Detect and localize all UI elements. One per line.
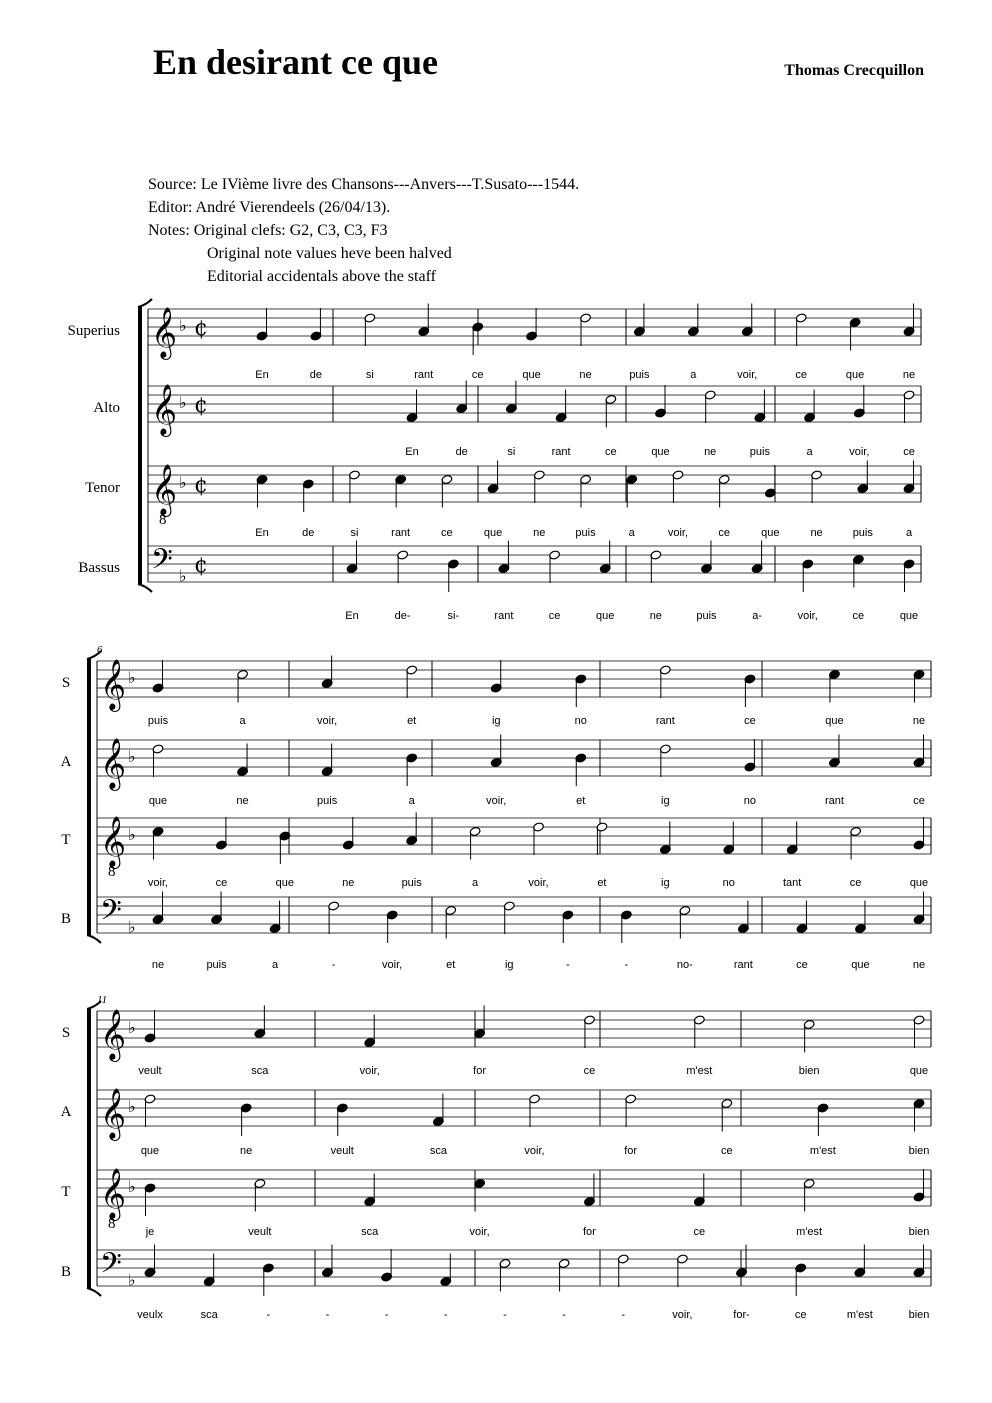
treble-clef-icon: 𝄞 [151, 307, 178, 358]
lyric-syllable: rant [391, 527, 411, 539]
lyric-syllable: - [562, 1309, 566, 1321]
staff-4 [61, 892, 931, 972]
staff-2 [61, 735, 931, 808]
lyric-syllable: ig [491, 715, 501, 727]
lyric-syllable: que [483, 527, 503, 539]
lyric-syllable: no [574, 715, 587, 727]
treble-clef-icon: 𝄞 [151, 464, 178, 515]
lyric-syllable: rant [414, 369, 434, 381]
lyric-syllable: a [408, 795, 415, 807]
lyric-syllable: que [845, 369, 865, 381]
flat-icon: ♭ [128, 1177, 136, 1196]
lyric-syllable: que [275, 877, 295, 889]
editor-line: Editor: André Vierendeels (26/04/13). [148, 199, 391, 216]
lyric-syllable: no [743, 795, 757, 807]
lyric-syllable: a [272, 959, 279, 971]
system-bracket [87, 659, 91, 935]
lyric-syllable: ne [151, 959, 165, 971]
lyric-syllable: a [239, 715, 246, 727]
flat-icon: ♭ [179, 473, 187, 492]
bracket-hook-bottom [87, 935, 101, 943]
piece-title: En desirant ce que [153, 42, 439, 82]
lyric-syllable: for- [733, 1309, 750, 1321]
system-bracket [138, 307, 142, 584]
lyric-syllable: voir, [672, 1309, 693, 1321]
lyric-syllable: m'est [686, 1065, 713, 1077]
staff-3 [61, 813, 931, 890]
lyric-syllable: sca [200, 1309, 218, 1321]
lyric-syllable: que [140, 1145, 160, 1157]
notes-line-3: Editorial accidentals above the staff [207, 268, 436, 285]
lyric-syllable: bien [908, 1309, 930, 1321]
lyric-syllable: a [690, 369, 697, 381]
lyric-syllable: rant [551, 446, 571, 458]
lyric-syllable: ce [583, 1065, 596, 1077]
lyric-syllable: ne [704, 446, 717, 458]
lyric-syllable: bien [908, 1145, 930, 1157]
lyric-syllable: m'est [846, 1309, 873, 1321]
lyric-syllable: veult [330, 1145, 354, 1157]
lyric-syllable: ne [240, 1145, 253, 1157]
cut-time-icon: ¢ [194, 473, 208, 498]
lyric-syllable: voir, [737, 369, 758, 381]
lyric-syllable: voir, [469, 1226, 490, 1238]
lyric-syllable: no [722, 877, 735, 889]
lyric-syllable: de [309, 369, 323, 381]
bracket-hook-top [138, 299, 152, 307]
lyric-syllable: que [851, 959, 870, 971]
lyric-syllable: ce [441, 527, 453, 539]
lyric-syllable: ce [604, 446, 617, 458]
lyric-syllable: - [624, 959, 629, 971]
lyric-syllable: ce [471, 369, 484, 381]
flat-icon: ♭ [128, 747, 136, 766]
voice-label: B [60, 1264, 72, 1280]
lyric-syllable: ce [215, 877, 228, 889]
lyric-syllable: je [145, 1226, 155, 1238]
lyric-syllable: de [302, 527, 315, 539]
lyric-syllable: ne [649, 610, 662, 622]
system-2 [61, 644, 931, 971]
treble-clef-icon: 𝄞 [151, 384, 178, 435]
staff-1 [62, 1006, 931, 1078]
lyric-syllable: ne [533, 527, 546, 539]
lyric-syllable: bien [798, 1065, 820, 1077]
lyric-syllable: sca [251, 1065, 269, 1077]
lyric-syllable: que [909, 877, 929, 889]
lyric-syllable: ce [693, 1226, 706, 1238]
lyric-syllable: ne [236, 795, 249, 807]
system-1 [68, 299, 922, 622]
voice-label: Superius [67, 323, 120, 339]
staff-2 [61, 1088, 931, 1157]
lyric-syllable: si- [447, 610, 460, 622]
lyric-syllable: ce [718, 527, 730, 539]
lyric-syllable: a [628, 527, 635, 539]
voice-label: S [61, 1025, 71, 1041]
lyric-syllable: - [384, 1309, 389, 1321]
lyric-syllable: voir, [528, 877, 549, 889]
staff-3 [85, 461, 921, 540]
bracket-hook-bottom [138, 584, 152, 592]
lyric-syllable: rant [494, 610, 514, 622]
lyric-syllable: que [596, 610, 615, 622]
composer-name: Thomas Crecquillon [784, 62, 924, 79]
voice-label: B [60, 911, 72, 927]
lyric-syllable: ig [661, 877, 670, 889]
lyric-syllable: que [651, 446, 670, 458]
octave-mark-icon: 8 [108, 1216, 116, 1232]
staff-4 [61, 1245, 931, 1322]
staff-3 [61, 1168, 931, 1238]
lyric-syllable: si [365, 369, 374, 381]
flat-icon: ♭ [128, 1097, 136, 1116]
lyric-syllable: et [446, 959, 456, 971]
lyric-syllable: bien [908, 1226, 930, 1238]
lyric-syllable: En [255, 527, 269, 539]
flat-icon: ♭ [179, 393, 187, 412]
lyric-syllable: puis [575, 527, 596, 539]
lyric-syllable: puis [147, 715, 169, 727]
voice-label: S [61, 675, 71, 691]
lyric-syllable: ce [548, 610, 561, 622]
lyric-syllable: puis [317, 795, 338, 807]
lyric-syllable: veult [248, 1226, 272, 1238]
flat-icon: ♭ [128, 1270, 136, 1290]
lyric-syllable: - [565, 959, 570, 971]
lyric-syllable: voir, [317, 715, 338, 727]
lyric-syllable: for [473, 1065, 486, 1077]
staff-1 [62, 656, 931, 728]
lyric-syllable: ce [852, 610, 865, 622]
lyric-syllable: ig [504, 959, 514, 971]
lyric-syllable: ce [913, 795, 925, 807]
bracket-hook-bottom [87, 1288, 101, 1296]
voice-label: Tenor [85, 480, 120, 496]
lyric-syllable: ce [795, 369, 807, 381]
measure-number: 11 [97, 994, 108, 1006]
treble-clef-icon: 𝄞 [100, 738, 127, 789]
lyric-syllable: ce [720, 1145, 733, 1157]
lyric-syllable: et [407, 715, 417, 727]
lyric-syllable: veult [138, 1065, 162, 1077]
lyric-syllable: ig [661, 795, 670, 807]
lyric-syllable: puis [401, 877, 422, 889]
flat-icon: ♭ [179, 566, 187, 586]
lyric-syllable: que [148, 795, 168, 807]
lyric-syllable: que [825, 715, 844, 727]
lyric-syllable: et [597, 877, 607, 889]
lyric-syllable: ne [912, 715, 926, 727]
lyric-syllable: for [624, 1145, 638, 1157]
flat-icon: ♭ [128, 1018, 136, 1037]
treble-clef-icon: 𝄞 [100, 1168, 127, 1219]
lyric-syllable: rant [733, 959, 753, 971]
staff-4 [78, 541, 921, 623]
notes-line-1: Notes: Original clefs: G2, C3, C3, F3 [148, 222, 388, 239]
treble-clef-icon: 𝄞 [100, 1009, 127, 1060]
lyric-syllable: ne [342, 877, 355, 889]
lyric-syllable: sca [429, 1145, 447, 1157]
treble-clef-icon: 𝄞 [100, 659, 127, 710]
lyric-syllable: En [255, 369, 269, 381]
lyric-syllable: a [905, 527, 913, 539]
flat-icon: ♭ [128, 825, 136, 844]
lyric-syllable: que [899, 610, 919, 622]
lyric-syllable: - [621, 1309, 626, 1321]
staff-2 [93, 381, 921, 459]
lyric-syllable: voir, [667, 527, 689, 539]
lyric-syllable: En [345, 610, 359, 622]
lyric-syllable: m'est [796, 1226, 823, 1238]
lyric-syllable: si [507, 446, 516, 458]
voice-label: T [61, 1184, 71, 1200]
lyric-syllable: En [405, 446, 419, 458]
treble-clef-icon: 𝄞 [100, 816, 127, 867]
lyric-syllable: puis [749, 446, 770, 458]
lyric-syllable: si [350, 527, 359, 539]
flat-icon: ♭ [128, 668, 136, 687]
system-bracket [87, 1009, 91, 1288]
lyric-syllable: - [331, 959, 336, 971]
staff-1 [68, 304, 922, 382]
lyric-syllable: voir, [524, 1145, 545, 1157]
lyric-syllable: ce [903, 446, 915, 458]
lyric-syllable: for [583, 1226, 596, 1238]
lyric-syllable: a- [752, 610, 762, 622]
lyric-syllable: voir, [359, 1065, 380, 1077]
lyric-syllable: ce [796, 959, 808, 971]
treble-clef-icon: 𝄞 [100, 1088, 127, 1139]
lyric-syllable: voir, [382, 959, 403, 971]
lyric-syllable: de- [394, 610, 411, 622]
voice-label: A [60, 1104, 72, 1120]
lyric-syllable: et [576, 795, 586, 807]
cut-time-icon: ¢ [194, 316, 208, 341]
flat-icon: ♭ [179, 316, 187, 335]
lyric-syllable: puis [852, 527, 873, 539]
cut-time-icon: ¢ [194, 393, 208, 418]
lyric-syllable: ne [579, 369, 592, 381]
lyric-syllable: voir, [486, 795, 507, 807]
lyric-syllable: voir, [797, 610, 818, 622]
flat-icon: ♭ [128, 917, 136, 937]
bass-clef-icon: 𝄢 [100, 894, 122, 934]
notes-line-2: Original note values heve been halved [207, 245, 452, 262]
lyric-syllable: que [909, 1065, 929, 1077]
lyric-syllable: puis [206, 959, 227, 971]
lyric-syllable: puis [696, 610, 717, 622]
lyric-syllable: - [443, 1309, 448, 1321]
octave-mark-icon: 8 [159, 512, 167, 528]
lyric-syllable: ce [794, 1309, 807, 1321]
lyric-syllable: m'est [809, 1145, 836, 1157]
voice-label: Alto [93, 400, 120, 416]
cut-time-icon: ¢ [194, 553, 208, 578]
bass-clef-icon: 𝄢 [100, 1247, 122, 1287]
lyric-syllable: rant [655, 715, 675, 727]
source-line: Source: Le IVième livre des Chansons---Anvers---T.Susato---1544. [148, 176, 580, 193]
lyric-syllable: - [325, 1309, 330, 1321]
lyric-syllable: voir, [147, 877, 169, 889]
voice-label: A [60, 754, 72, 770]
lyric-syllable: que [761, 527, 780, 539]
lyric-syllable: - [266, 1309, 271, 1321]
lyric-syllable: voir, [849, 446, 870, 458]
lyric-syllable: a [472, 877, 479, 889]
lyric-syllable: a [806, 446, 813, 458]
lyric-syllable: veulx [137, 1309, 163, 1321]
octave-mark-icon: 8 [108, 864, 116, 880]
lyric-syllable: ce [744, 715, 756, 727]
lyric-syllable: no- [676, 959, 693, 971]
lyric-syllable: tant [782, 877, 802, 889]
bass-clef-icon: 𝄢 [151, 543, 173, 583]
lyric-syllable: ne [902, 369, 916, 381]
lyric-syllable: que [522, 369, 541, 381]
lyric-syllable: de [455, 446, 468, 458]
lyric-syllable: puis [629, 369, 650, 381]
lyric-syllable: rant [824, 795, 844, 807]
voice-label: T [61, 832, 71, 848]
system-3 [61, 994, 931, 1321]
lyric-syllable: ce [849, 877, 862, 889]
lyric-syllable: - [503, 1309, 507, 1321]
measure-number: 6 [97, 644, 103, 656]
lyric-syllable: ne [912, 959, 926, 971]
lyric-syllable: sca [361, 1226, 379, 1238]
lyric-syllable: ne [810, 527, 823, 539]
voice-label: Bassus [78, 560, 120, 576]
